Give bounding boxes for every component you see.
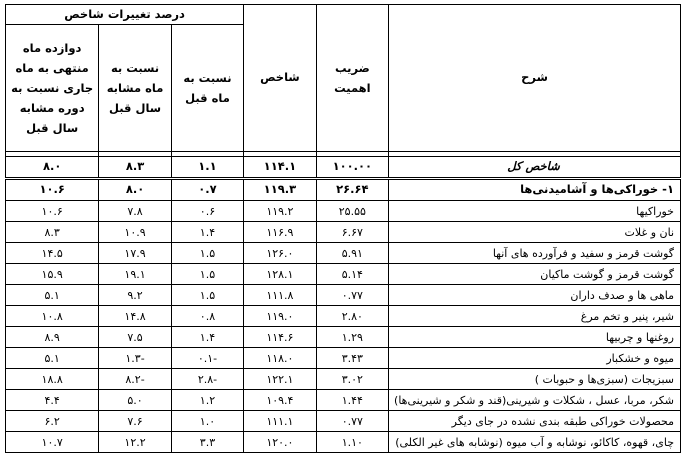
row-description: گوشت قرمز و گوشت ماکیان — [389, 264, 681, 285]
row-index: ۱۲۸.۱ — [244, 264, 316, 285]
header-description: شرح — [389, 5, 681, 152]
row-change-twelve-month: ۱۵.۹ — [6, 264, 99, 285]
row-index: ۱۰۹.۴ — [244, 390, 316, 411]
row-weight: ۳.۰۲ — [316, 369, 388, 390]
row-change-same-month: ۱۴.۸ — [99, 306, 171, 327]
row-weight: ۱.۴۴ — [316, 390, 388, 411]
row-index: ۱۱۹.۲ — [244, 201, 316, 222]
row-change-twelve-month: ۸.۰ — [6, 157, 99, 179]
row-index: ۱۲۶.۰ — [244, 243, 316, 264]
row-weight: ۲۵.۵۵ — [316, 201, 388, 222]
row-change-same-month: ۱۹.۱ — [99, 264, 171, 285]
row-change-prev-month: ۱.۵ — [171, 264, 243, 285]
table-row — [6, 411, 681, 432]
price-index-table — [5, 4, 681, 453]
row-index: ۱۱۶.۹ — [244, 222, 316, 243]
table-row — [6, 222, 681, 243]
row-change-prev-month: ۰.۶ — [171, 201, 243, 222]
row-change-prev-month: -۲.۸ — [171, 369, 243, 390]
row-change-prev-month: ۰.۸ — [171, 306, 243, 327]
table-row — [6, 348, 681, 369]
row-description: شاخص کل — [389, 157, 681, 179]
row-change-prev-month: ۱.۰ — [171, 411, 243, 432]
row-weight: ۶.۶۷ — [316, 222, 388, 243]
row-change-prev-month: -۰.۱ — [171, 348, 243, 369]
row-weight: ۰.۷۷ — [316, 411, 388, 432]
row-description: چای، قهوه، کاکائو، نوشابه و آب میوه (نوشابه های غیر الکلی) — [389, 432, 681, 453]
row-change-same-month: ۱۷.۹ — [99, 243, 171, 264]
row-index: ۱۱۸.۰ — [244, 348, 316, 369]
row-change-prev-month: ۰.۷ — [171, 179, 243, 201]
table-row — [6, 201, 681, 222]
header-twelve-month: دوازده ماه منتهی به ماه جاری نسبت به دوره مشابه سال قبل — [6, 25, 99, 152]
row-change-twelve-month: ۱۰.۷ — [6, 432, 99, 453]
row-weight: ۵.۱۴ — [316, 264, 388, 285]
row-change-same-month: ۷.۸ — [99, 201, 171, 222]
row-description: خوراکیها — [389, 201, 681, 222]
table-row — [6, 327, 681, 348]
row-change-twelve-month: ۸.۳ — [6, 222, 99, 243]
row-change-same-month: ۸.۳ — [99, 157, 171, 179]
row-description: نان و غلات — [389, 222, 681, 243]
row-change-same-month: -۱.۳ — [99, 348, 171, 369]
row-index: ۱۱۹.۳ — [244, 179, 316, 201]
row-change-twelve-month: ۱۴.۵ — [6, 243, 99, 264]
row-index: ۱۲۰.۰ — [244, 432, 316, 453]
row-change-same-month: -۸.۲ — [99, 369, 171, 390]
row-change-same-month: ۷.۶ — [99, 411, 171, 432]
row-change-prev-month: ۳.۳ — [171, 432, 243, 453]
row-description: شیر، پنیر و تخم مرغ — [389, 306, 681, 327]
table-row — [6, 243, 681, 264]
row-change-prev-month: ۱.۱ — [171, 157, 243, 179]
row-weight: ۲۶.۶۴ — [316, 179, 388, 201]
row-description: میوه و خشکبار — [389, 348, 681, 369]
row-weight: ۱.۲۹ — [316, 327, 388, 348]
header-change-group: درصد تغییرات شاخص — [6, 5, 244, 25]
row-description: ۱- خوراکی‌ها و آشامیدنی‌ها — [389, 179, 681, 201]
row-weight: ۵.۹۱ — [316, 243, 388, 264]
table-body — [6, 157, 681, 453]
header-same-month: نسبت به ماه مشابه سال قبل — [99, 25, 171, 152]
row-change-twelve-month: ۵.۱ — [6, 285, 99, 306]
row-change-prev-month: ۱.۵ — [171, 285, 243, 306]
row-change-same-month: ۸.۰ — [99, 179, 171, 201]
row-index: ۱۱۱.۱ — [244, 411, 316, 432]
header-weight: ضریب اهمیت — [316, 5, 388, 152]
row-description: گوشت قرمز و سفید و فرآورده های آنها — [389, 243, 681, 264]
row-change-twelve-month: ۱۰.۶ — [6, 179, 99, 201]
table-row — [6, 390, 681, 411]
row-change-same-month: ۷.۵ — [99, 327, 171, 348]
row-description: محصولات خوراکی طبقه بندی نشده در جای دیگر — [389, 411, 681, 432]
row-change-prev-month: ۱.۲ — [171, 390, 243, 411]
table-row — [6, 369, 681, 390]
row-change-twelve-month: ۶.۲ — [6, 411, 99, 432]
row-description: شکر، مربا، عسل ، شکلات و شیرینی(قند و شکر و شیرینی‌ها) — [389, 390, 681, 411]
row-index: ۱۱۴.۱ — [244, 157, 316, 179]
row-index: ۱۱۴.۶ — [244, 327, 316, 348]
row-index: ۱۱۱.۸ — [244, 285, 316, 306]
table-row — [6, 285, 681, 306]
row-change-same-month: ۹.۲ — [99, 285, 171, 306]
row-description: روغنها و چربیها — [389, 327, 681, 348]
row-change-same-month: ۵.۰ — [99, 390, 171, 411]
row-change-prev-month: ۱.۴ — [171, 327, 243, 348]
row-change-prev-month: ۱.۵ — [171, 243, 243, 264]
row-change-twelve-month: ۵.۱ — [6, 348, 99, 369]
table-row — [6, 157, 681, 179]
row-change-prev-month: ۱.۴ — [171, 222, 243, 243]
row-change-same-month: ۱۰.۹ — [99, 222, 171, 243]
row-description: ماهی ها و صدف داران — [389, 285, 681, 306]
table-row — [6, 306, 681, 327]
row-weight: ۱۰۰.۰۰ — [316, 157, 388, 179]
row-description: سبزیجات (سبزی‌ها و حبوبات ) — [389, 369, 681, 390]
header-prev-month: نسبت به ماه قبل — [171, 25, 243, 152]
row-index: ۱۱۹.۰ — [244, 306, 316, 327]
table-row — [6, 179, 681, 201]
row-change-twelve-month: ۱۰.۶ — [6, 201, 99, 222]
row-change-twelve-month: ۱۰.۸ — [6, 306, 99, 327]
row-change-same-month: ۱۲.۲ — [99, 432, 171, 453]
row-weight: ۰.۷۷ — [316, 285, 388, 306]
row-weight: ۱.۱۰ — [316, 432, 388, 453]
table-row — [6, 264, 681, 285]
row-weight: ۲.۸۰ — [316, 306, 388, 327]
row-change-twelve-month: ۱۸.۸ — [6, 369, 99, 390]
row-change-twelve-month: ۴.۴ — [6, 390, 99, 411]
row-change-twelve-month: ۸.۹ — [6, 327, 99, 348]
row-weight: ۳.۴۳ — [316, 348, 388, 369]
table-row — [6, 432, 681, 453]
header-index: شاخص — [244, 5, 316, 152]
row-index: ۱۲۲.۱ — [244, 369, 316, 390]
